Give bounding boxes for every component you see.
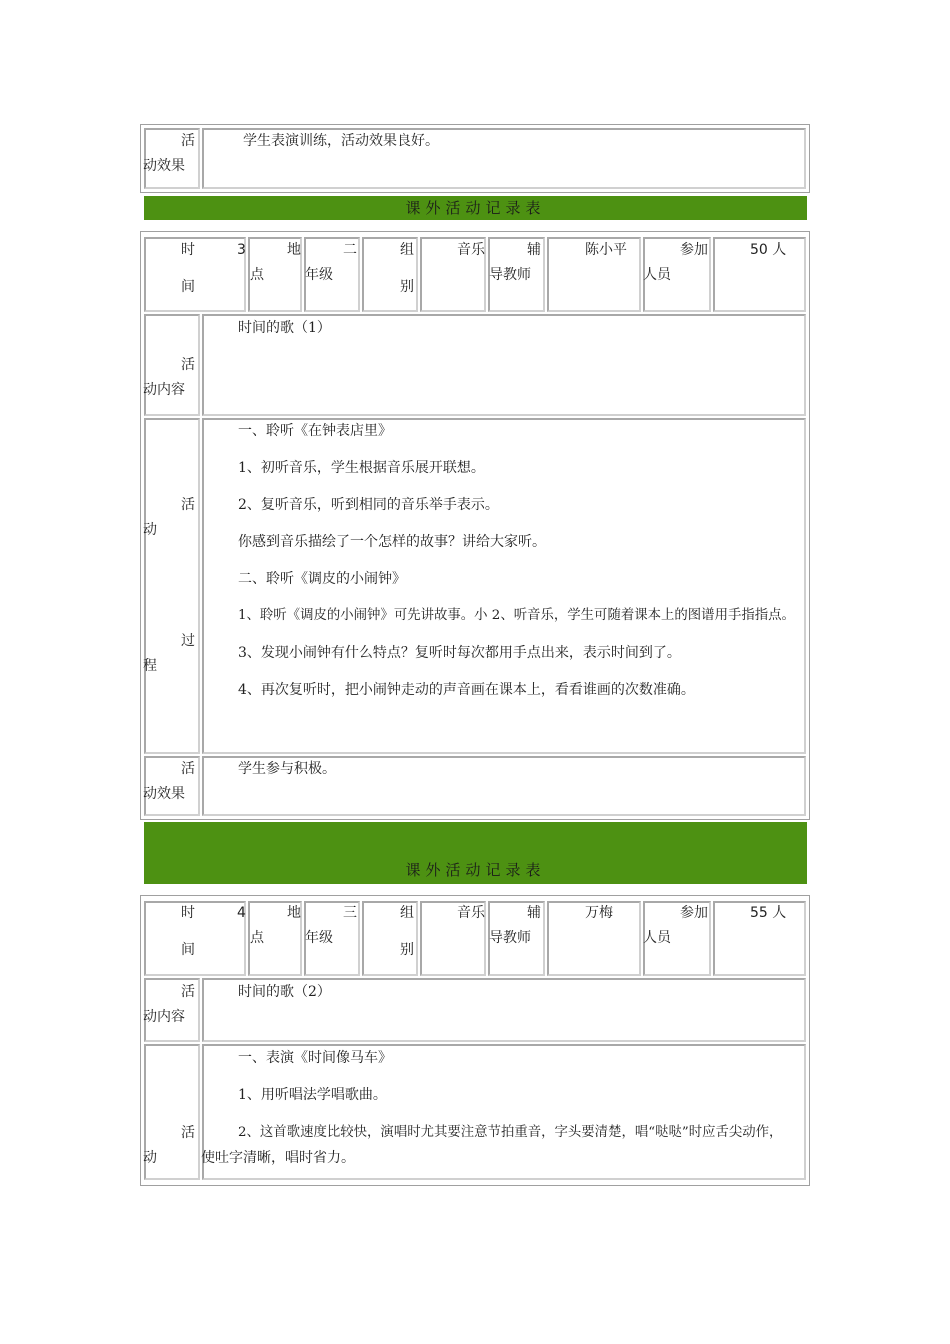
time-label-part2: 间 [181,279,195,295]
time-label-part1: 时 [181,242,195,258]
content-label-part1: 活 [181,984,195,1000]
activity-record-table-2 [140,895,810,1186]
time-value: 3 [237,242,246,258]
group-value: 音乐 [457,242,485,258]
record-tail-table [140,124,810,193]
group-label-part2: 别 [400,279,414,295]
table-title-banner [144,822,807,884]
teacher-label-part1: 辅 [527,905,541,921]
table-title: 课外活动记录表 [405,199,546,217]
table-title-banner [144,196,807,220]
teacher-label-part2: 导教师 [489,930,531,946]
content-label-part2: 动内容 [143,1009,185,1025]
people-label-part2: 人员 [643,930,671,946]
content-label-part2: 动内容 [143,382,185,398]
time-label-part2: 间 [181,942,195,958]
process-line: 1、聆听《调皮的小闹钟》可先讲故事。小 2、听音乐，学生可随着课本上的图谱用手指指点。 [238,608,795,623]
group-label-part2: 别 [400,942,414,958]
effect-text: 学生参与积极。 [238,761,336,777]
people-value: 55 人 [750,905,787,921]
time-label-cell [144,901,246,976]
process-line: 1、初听音乐，学生根据音乐展开联想。 [238,460,485,476]
process-line: 使吐字清晰，唱时省力。 [201,1150,355,1166]
process-line: 4、再次复听时，把小闹钟走动的声音画在课本上，看看谁画的次数准确。 [238,682,695,698]
process-line: 1、用听唱法学唱歌曲。 [238,1087,387,1103]
grade-part2: 年级 [305,930,333,946]
grade-part1: 三 [343,905,357,921]
time-label-part1: 时 [181,905,195,921]
effect-label-part2: 动效果 [143,158,185,174]
process-line: 一、表演《时间像马车》 [238,1050,392,1066]
teacher-label-part1: 辅 [527,242,541,258]
process-line: 2、复听音乐，听到相同的音乐举手表示。 [238,497,499,513]
effect-label-part2: 动效果 [143,786,185,802]
time-value: 4 [237,905,246,921]
place-label-part2: 点 [250,930,264,946]
effect-text: 学生表演训练，活动效果良好。 [243,133,439,149]
process-line: 3、发现小闹钟有什么特点？复听时每次都用手点出来，表示时间到了。 [238,645,681,661]
content-text: 时间的歌（1） [238,320,331,336]
people-label-part2: 人员 [643,267,671,283]
effect-label-part1: 活 [181,133,195,149]
process-label-part4: 程 [143,658,157,674]
process-label-part2: 动 [143,522,157,538]
process-label-part2: 动 [143,1150,157,1166]
teacher-value: 万梅 [585,905,613,921]
process-line: 2、这首歌速度比较快，演唱时尤其要注意节拍重音，字头要清楚，唱“哒哒”时应舌尖动作， [238,1125,783,1140]
process-line: 你感到音乐描绘了一个怎样的故事？讲给大家听。 [238,534,546,550]
place-label-part2: 点 [250,267,264,283]
group-label-part1: 组 [400,905,414,921]
content-label-part1: 活 [181,357,195,373]
process-label-part3: 过 [181,633,195,649]
people-label-part1: 参加 [680,242,708,258]
teacher-value: 陈小平 [585,242,627,258]
grade-part2: 年级 [305,267,333,283]
grade-part1: 二 [343,242,357,258]
group-value: 音乐 [457,905,485,921]
process-line: 一、聆听《在钟表店里》 [238,423,392,439]
effect-label-part1: 活 [181,761,195,777]
place-label-part1: 地 [287,905,301,921]
process-line: 二、聆听《调皮的小闹钟》 [238,571,406,587]
process-label-part1: 活 [181,1125,195,1141]
content-text: 时间的歌（2） [238,984,331,1000]
teacher-label-part2: 导教师 [489,267,531,283]
place-label-part1: 地 [287,242,301,258]
people-label-part1: 参加 [680,905,708,921]
time-label-cell [144,237,246,312]
people-value: 50 人 [750,242,787,258]
table-title: 课外活动记录表 [405,861,546,879]
group-label-part1: 组 [400,242,414,258]
process-label-cell [144,418,200,754]
process-label-part1: 活 [181,497,195,513]
